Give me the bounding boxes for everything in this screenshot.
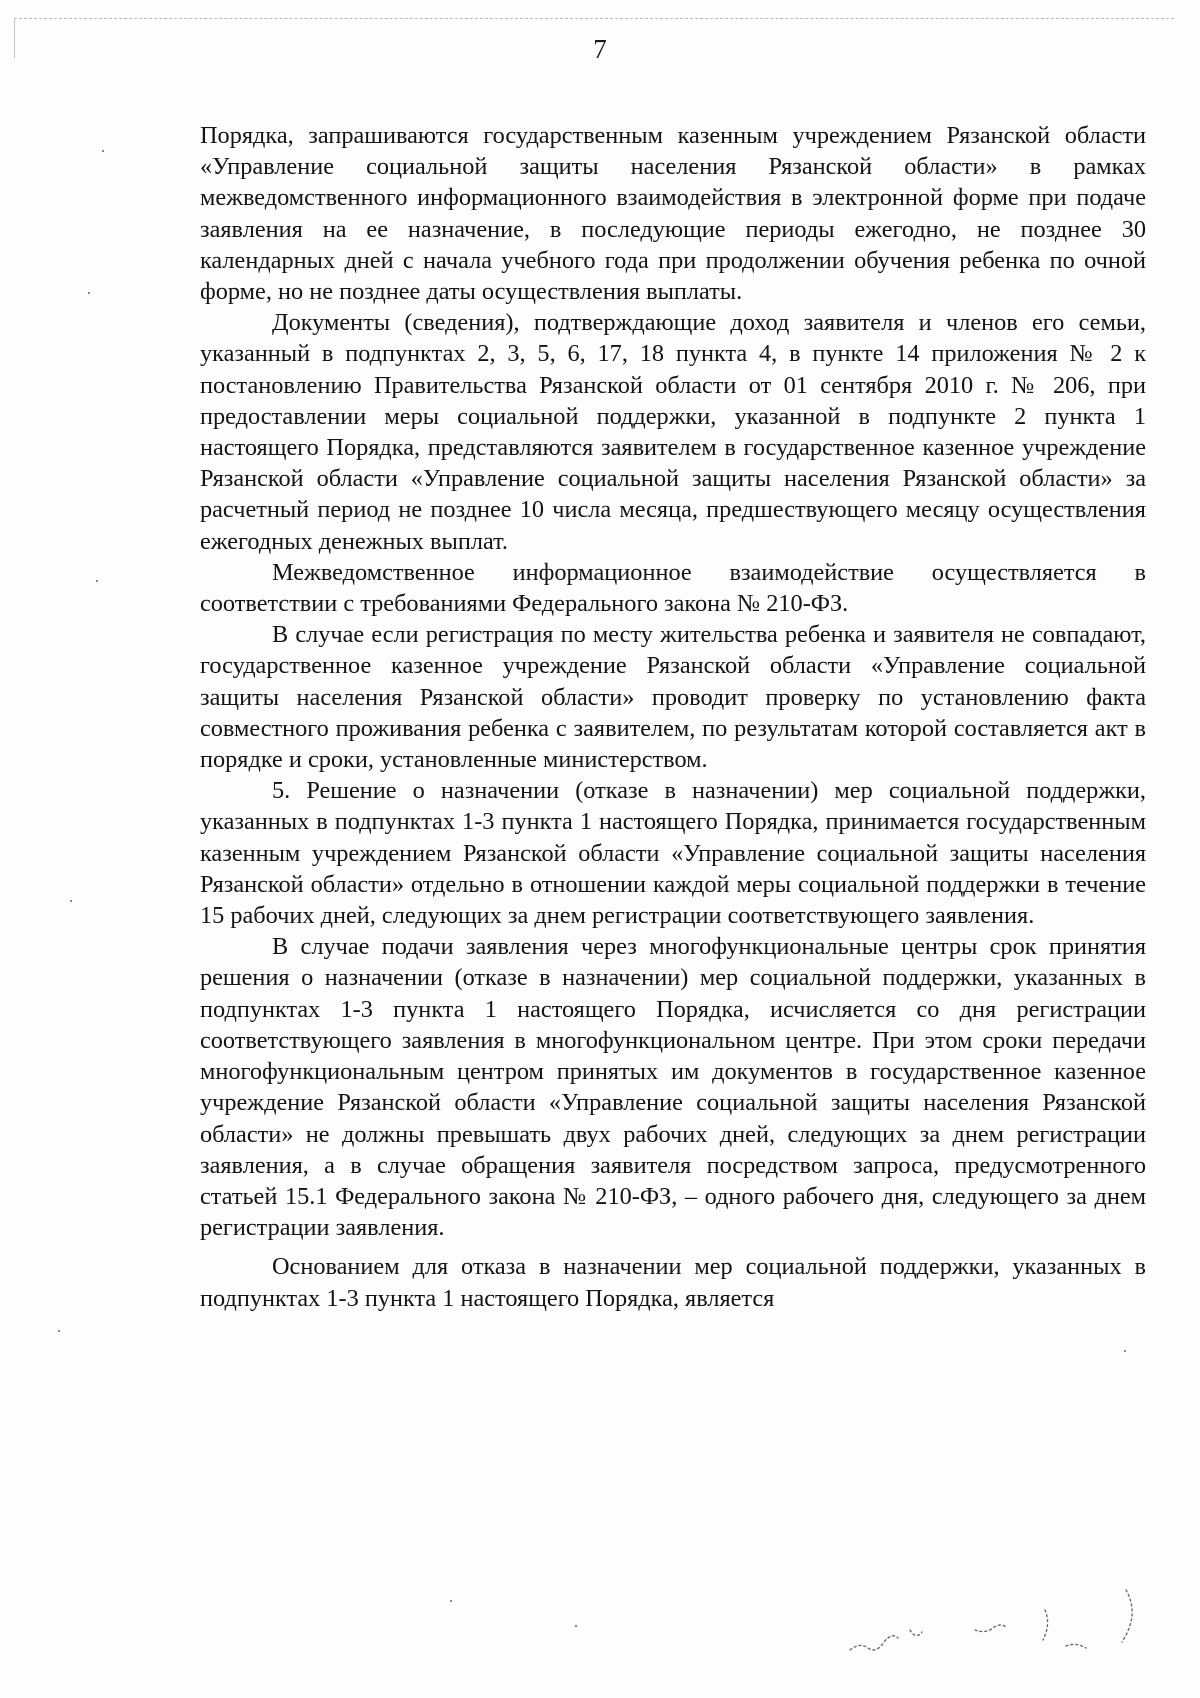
paragraph-2: Документы (сведения), подтверждающие доход заявителя и членов его семьи, указанный в подпунктах 2, 3, 5, 6, 17, 18 пункта 4, в пункте 14 приложения № 2 к постановлению Правительства Рязанской области от 01 сентября 2010 г. № 206, при предоставлении меры социальной поддержки, указанной в подпункте 2 пункта 1 настоящего Порядка, представляются заявителем в государственное казенное учреждение Рязанской области «Управление социальной защиты населения Рязанской области» за расчетный период не позднее 10 числа месяца, предшествующего месяцу осуществления ежегодных денежных выплат. xyxy=(200,309,1146,555)
scan-speck xyxy=(70,900,72,902)
paragraph-5: 5. Решение о назначении (отказе в назначении) мер социальной поддержки, указанных в подпунктах 1-3 пункта 1 настоящего Порядка, принимается государственным казенным учреждением Рязанской области «Управление социальной защиты населения Рязанской области» отдельно в отношении каждой меры социальной поддержки в течение 15 рабочих дней, следующих за днем регистрации соответствующего заявления. xyxy=(200,777,1146,930)
scan-speck xyxy=(58,1330,60,1332)
scan-speck xyxy=(88,292,90,294)
scan-speck xyxy=(450,1600,452,1602)
scan-speck xyxy=(96,580,98,582)
paragraph-1: Порядка, запрашиваются государственным казенным учреждением Рязанской области «Управление социальной защиты населения Рязанской области» в рамках межведомственного информационного взаимодействия в электронной форме при подаче заявления на ее назначение, в последующие периоды ежегодно, не позднее 30 календарных дней с начала учебного года при продолжении обучения ребенка по очной форме, но не позднее даты осуществления выплаты. xyxy=(200,122,1146,306)
scan-speck xyxy=(575,1625,577,1627)
paragraph-3: Межведомственное информационное взаимодействие осуществляется в соответствии с требованиями Федерального закона № 210-ФЗ. xyxy=(200,558,1146,618)
paragraph-6: В случае подачи заявления через многофункциональные центры срок принятия решения о назначении (отказе в назначении) мер социальной поддержки, указанных в подпунктах 1-3 пункта 1 настоящего Порядка, исчисляется со дня регистрации соответствующего заявления в многофункциональном центре. При этом сроки передачи многофункциональным центром принятых им документов в государственное казенное учреждение Рязанской области «Управление социальной защиты населения Рязанской области» не должны превышать двух рабочих дней, следующих за днем регистрации заявления, а в случае обращения заявителя посредством запроса, предусмотренного статьей 15.1 Федерального закона № 210-ФЗ, – одного рабочего дня, следующего за днем регистрации заявления. xyxy=(200,933,1146,1242)
document-body xyxy=(200,120,1146,1314)
paragraph-4: В случае если регистрация по месту жительства ребенка и заявителя не совпадают, государственное казенное учреждение Рязанской области «Управление социальной защиты населения Рязанской области» проводит проверку по установлению факта совместного проживания ребенка с заявителем, по результатам которой составляется акт в порядке и сроки, установленные министерством. xyxy=(200,621,1146,774)
paragraph-7: Основанием для отказа в назначении мер социальной поддержки, указанных в подпунктах 1-3 пункта 1 настоящего Порядка, является xyxy=(200,1253,1146,1312)
scan-speck xyxy=(1124,1350,1126,1352)
page-number: 7 xyxy=(593,34,607,64)
scan-speck xyxy=(102,150,104,152)
scan-edge-top xyxy=(14,18,1174,19)
signature-scribble xyxy=(840,1560,1160,1670)
